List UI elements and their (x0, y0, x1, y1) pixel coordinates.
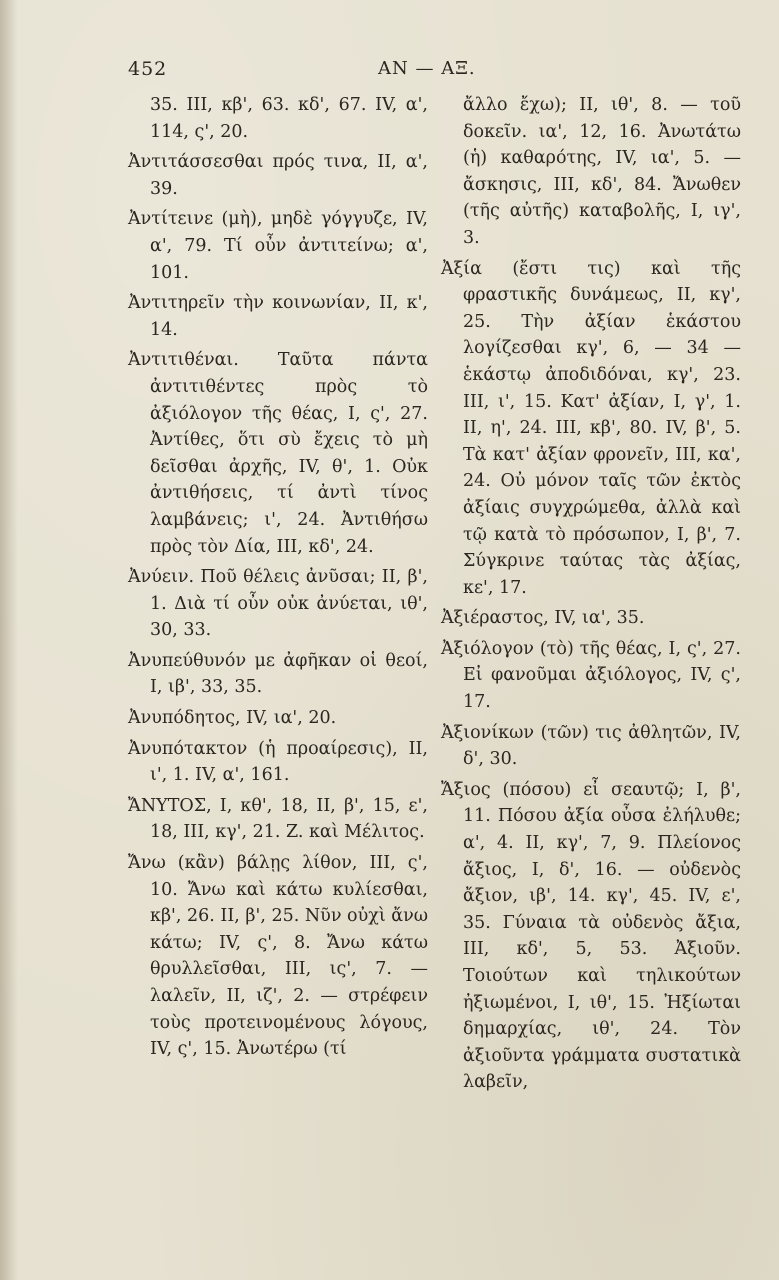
index-entry: Ἀντιτάσσεσθαι πρός τινα, II, α', 39. (128, 152, 428, 199)
index-entry: Ἀξιόλογον (τὸ) τῆς θέας, I, ς', 27. Εἰ φανοῦμαι ἀξιόλογος, IV, ς', 17. (441, 638, 741, 713)
right-column (441, 92, 741, 1100)
running-head: AN — AΞ. (378, 58, 476, 79)
left-column (128, 92, 428, 1067)
index-entry: Ἀντίτεινε (μὴ), μηδὲ γόγγυζε, IV, α', 79. Τί οὖν ἀντιτείνω; α', 101. (128, 209, 428, 283)
index-entry: Ἀντιτιθέναι. Ταῦτα πάντα ἀντιτιθέντες πρὸς τὸ ἀξιόλογον τῆς θέας, I, ς', 27. Ἀντίθες, ὅτι σὺ ἔχεις τὸ μὴ δεῖσθαι ἀρχῆς, IV, θ', 1. Οὐκ ἀντιθήσεις, τί ἀντὶ τίνος λαμβάνεις; ι', 24. Ἀντιθήσω πρὸς τὸν Δία, III, κδ', 24. (128, 350, 428, 557)
index-entry: Ἄξιος (πόσου) εἶ σεαυτῷ; I, β', 11. Πόσου ἀξία οὖσα ἐλήλυθε; α', 4. II, κγ', 7, 9. Πλείονος ἄξιος, I, δ', 16. — οὐδενὸς ἄξιον, ιβ', 14. κγ', 45. IV, ε', 35. Γύναια τὰ οὐδενὸς ἄξια, III, κδ', 5, 53. Ἀξιοῦν. Τοιούτων καὶ τηλικούτων ἠξιωμένοι, I, ιθ', 15. Ἠξίωται δημαρχίας, ιθ', 24. Τὸν ἀξιοῦντα γράμματα συστατικὰ λαβεῖν, (441, 779, 741, 1093)
index-entry: Ἀνυπότακτον (ἡ προαίρεσις), II, ι', 1. IV, α', 161. (128, 738, 428, 786)
page-header (128, 58, 719, 88)
page-number: 452 (128, 58, 168, 80)
index-entry: Ἀξιέραστος, IV, ια', 35. (441, 608, 645, 629)
index-entry: 35. III, κβ', 63. κδ', 67. IV, α', 114, ς', 20. (150, 95, 428, 142)
index-entry: Ἄνω (κἂν) βάλῃς λίθον, III, ς', 10. Ἄνω καὶ κάτω κυλίεσθαι, κβ', 26. II, β', 25. Νῦν οὐχὶ ἄνω κάτω; IV, ς', 8. Ἄνω κάτω θρυλλεῖσθαι, III, ις', 7. — λαλεῖν, II, ιζ', 2. — στρέφειν τοὺς προτεινομένους λόγους, IV, ς', 15. Ἀνωτέρω (τί (128, 853, 428, 1060)
index-entry: Ἀξιονίκων (τῶν) τις ἀθλητῶν, IV, δ', 30. (441, 722, 741, 770)
index-entry: Ἀνύειν. Ποῦ θέλεις ἀνῦσαι; II, β', 1. Διὰ τί οὖν οὐκ ἀνύεται, ιθ', 30, 33. (128, 567, 428, 641)
page-spine-shadow (0, 0, 18, 1280)
index-entry: Ἀξία (ἔστι τις) καὶ τῆς φραστικῆς δυνάμεως, II, κγ', 25. Τὴν ἀξίαν ἑκάστου λογίζεσθαι κγ', 6, — 34 — ἑκάστῳ ἀποδιδόναι, κγ', 23. III, ι', 15. Κατ' ἀξίαν, I, γ', 1. II, η', 24. III, κβ', 80. IV, β', 5. Τὰ κατ' ἀξίαν φρονεῖν, III, κα', 24. Οὐ μόνον ταῖς τῶν ἐκτὸς ἀξίαις συγχρώμεθα, ἀλλὰ καὶ τῷ κατὰ τὸ πρόσωπον, I, β', 7. Σύγκρινε ταύτας τὰς ἀξίας, κε', 17. (441, 258, 741, 598)
index-entry: ἌΝΥΤΟΣ, I, κθ', 18, II, β', 15, ε', 18, III, κγ', 21. Z. καὶ Μέλιτος. (128, 795, 428, 843)
index-entry: Ἀντιτηρεῖν τὴν κοινωνίαν, II, κ', 14. (128, 293, 428, 340)
index-entry: Ἀνυπόδητος, IV, ια', 20. (128, 708, 337, 729)
index-entry: ἄλλο ἔχω); II, ιθ', 8. — τοῦ δοκεῖν. ια', 12, 16. Ἀνωτάτω (ἡ) καθαρότης, IV, ια', 5. — ἄσκησις, III, κδ', 84. Ἄνωθεν (τῆς αὐτῆς) καταβολῆς, I, ιγ', 3. (463, 95, 741, 248)
index-entry: Ἀνυπεύθυνόν με ἀφῆκαν οἱ θεοί, I, ιβ', 33, 35. (128, 650, 428, 698)
